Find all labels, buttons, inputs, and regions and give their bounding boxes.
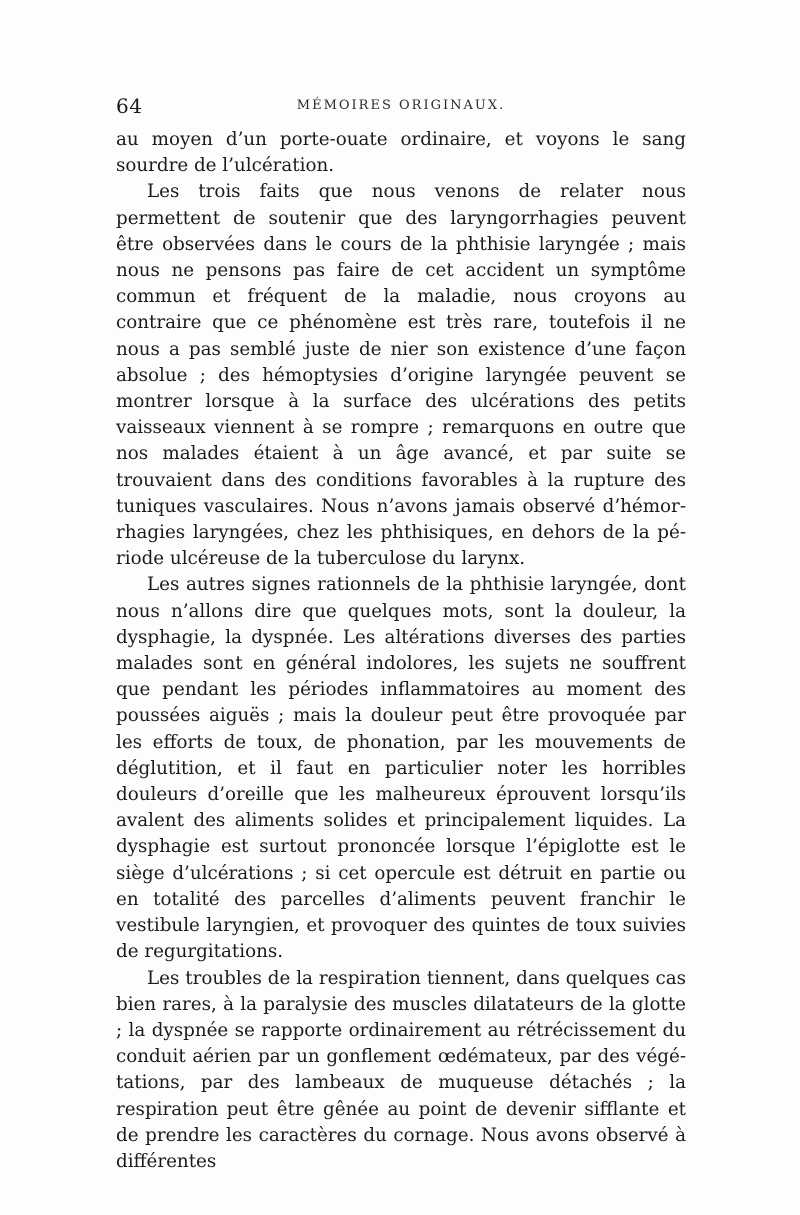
paragraph-continuation: au moyen d’un porte-ouate ordinaire, et voyons le sang sourdre de l’ulcération. — [116, 129, 686, 177]
running-header — [116, 94, 686, 124]
running-title: MÉMOIRES ORIGINAUX. — [296, 98, 506, 113]
paragraph-laryngorrhagies: Les trois faits que nous venons de relater nous permettent de soutenir que des laryngorrhagies peuvent être observées dans le cours de la phthisie laryngée ; mais nous ne pensons pas faire de cet accident un symptôme commun et fréquent de la maladie, nous croyons au contraire que ce phénomène est très rare, toutefois il ne nous a pas semblé juste de nier son existence d’une façon absolue ; des hémoptysies d’origine laryngée peuvent se montrer lorsque à la surface des ulcérations des petits vaisseaux viennent à se rompre ; remarquons en outre que nos malades étaient à un âge avancé, et par suite se trouvaient dans des conditions favorables à la rupture des tuniques vasculaires. Nous n’avons jamais observé d’hémorrhagies laryngées, chez les phthisiques, en dehors de la période ulcéreuse de la tuberculose du larynx. — [116, 181, 686, 570]
paragraph-respiration: Les troubles de la respiration tiennent, dans quelques cas bien rares, à la paralysie des muscles dilatateurs de la glotte ; la dyspnée se rapporte ordinairement au rétrécissement du conduit aérien par un gonflement œdémateux, par des végétations, par des lambeaux de muqueuse détachés ; la respiration peut être gênée au point de devenir sifflante et de prendre les caractères du cornage. Nous avons observé à différentes — [116, 967, 686, 1172]
paragraph-signes-rationnels: Les autres signes rationnels de la phthisie laryngée, dont nous n’allons dire que quelques mots, sont la douleur, la dysphagie, la dyspnée. Les altérations diverses des parties malades sont en général indolores, les sujets ne souffrent que pendant les périodes inflammatoires au moment des poussées aiguës ; mais la douleur peut être provoquée par les efforts de toux, de phonation, par les mouvements de déglutition, et il faut en particulier noter les horribles douleurs d’oreille que les malheureux éprouvent lorsqu’ils avalent des aliments solides et principalement liquides. La dysphagie est surtout prononcée lorsque l’épiglotte est le siège d’ulcérations ; si cet opercule est détruit en partie ou en totalité des parcelles d’aliments peuvent franchir le vestibule laryngien, et provoquer des quintes de toux suivies de regurgitations. — [116, 574, 686, 963]
body-text — [116, 127, 686, 1175]
page-number: 64 — [116, 94, 143, 118]
